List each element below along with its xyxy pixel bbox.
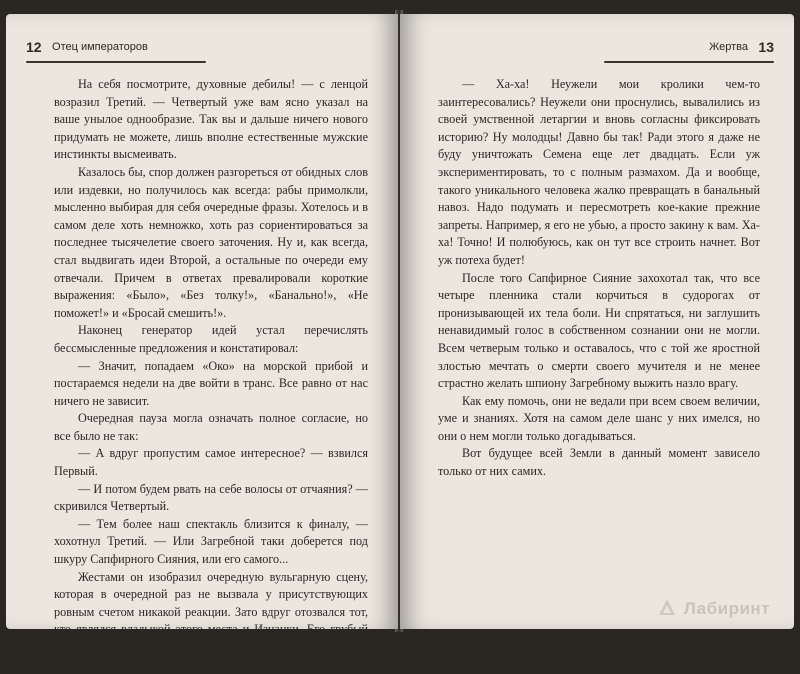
labirint-watermark [658, 598, 770, 621]
left-page [6, 14, 398, 672]
labirint-logo-icon [658, 598, 676, 621]
watermark-text: Лабиринт [683, 598, 770, 618]
paragraph: Казалось бы, спор должен разгореться от обидных слов или издевки, но получилось как всегда: рабы примолкли, мысленно выбирая для себя очередные фразы. Хотелось и в самом деле хоть немножко, хоть раз сориентироваться за последнее тысячелетие своего заточения. Ну и, как всегда, стал выдвигать идеи Второй, а остальные по очереди ему отвечали. Причем в ответах превалировали короткие выражения: «Было», «Без толку!», «Банально!», «Не поможет!» и «Бросай смешить!». [54, 164, 368, 320]
paragraph: Наконец генератор идей устал перечислять бессмысленные предложения и констатировал: [54, 323, 368, 355]
right-page [400, 14, 794, 629]
paragraph: — Тем более наш спектакль близится к финалу, — хохотнул Третий. — Или Загребной таки доберется под шкуру Сапфирного Сияния, или его самого... [54, 516, 368, 567]
paragraph: Вот будущее всей Земли в данный момент зависело только от них самих. [438, 446, 760, 479]
right-running-title: Жертва [709, 40, 748, 53]
left-page-header [26, 38, 386, 62]
paragraph: На себя посмотрите, духовные дебилы! — с ленцой возразил Третий. — Четвертый уже вам ясно указал на ваше унылое однообразие. Так вы и дальше ничего нового придумать не можете, лишь вполне естественные мужские инстинкты высмеивать. [54, 77, 368, 162]
paragraph: После того Сапфирное Сияние захохотал так, что все четыре пленника стали корчиться в судорогах от пронизывающей их тела боли. Ни спрятаться, ни заглушить ненавидимый голос в собственном сознании они не могли. Всем четверым только и оставалось, что с той же яростной злостью мечтать о смерти своего мучителя и не менее страстно желать шпиону Загребному выжить назло врагу. [438, 270, 760, 391]
paragraph: Жестами он изобразил очередную вульгарную сцену, которая в очередной раз не вызвала у присутствующих ровным счетом никакой реакции. Зато вдруг отозвался тот, кто являлся владыкой этого места и Изнанки. Его грубый голос зазвучал в голове всех пленников с одинаковой силой и с одинаковой неизбежностью: [54, 569, 368, 672]
paragraph: — Значит, попадаем «Око» на морской прибой и постараемся недели на две войти в транс. Все равно от нас ничего не зависит. [54, 358, 368, 408]
paragraph: Очередная пауза могла означать полное согласие, но все было не так: [54, 411, 368, 443]
paragraph: Как ему помочь, они не ведали при всем своем величии, уме и знаниях. Хотя на самом деле шанс у них имелся, но они о нем могли только догадываться. [438, 393, 760, 443]
right-page-body [438, 76, 760, 481]
paragraph: — И потом будем рвать на себе волосы от отчаяния? — скривился Четвертый. [54, 481, 368, 514]
right-page-header [414, 38, 774, 62]
left-page-body [54, 76, 368, 674]
right-header-rule [604, 61, 774, 63]
left-page-number: 12 [26, 38, 42, 55]
right-page-number: 13 [758, 38, 774, 55]
paragraph: — А вдруг пропустим самое интересное? — взвился Первый. [54, 446, 368, 479]
left-running-title: Отец императоров [52, 40, 148, 53]
left-header-rule [26, 61, 206, 63]
paragraph: — Ха-ха! Неужели мои кролики чем-то заинтересовались? Неужели они проснулись, вывалились из своей умственной летаргии и вновь согласны фиксировать историю? Ну молодцы! Давно бы так! Ради этого я даже не буду уничтожать Семена еще лет двадцать. Если уж экспериментировать, то с полным размахом. Да и вообще, такого уникального человека жалко превращать в банальный навоз. Надо подумать и пересмотреть кое-какие прежние запреты. Например, я его не убью, а просто закину к вам. Ха-ха! Точно! И полюбуюсь, как он тут все строить начнет. Вот уж потеха будет! [438, 77, 760, 267]
